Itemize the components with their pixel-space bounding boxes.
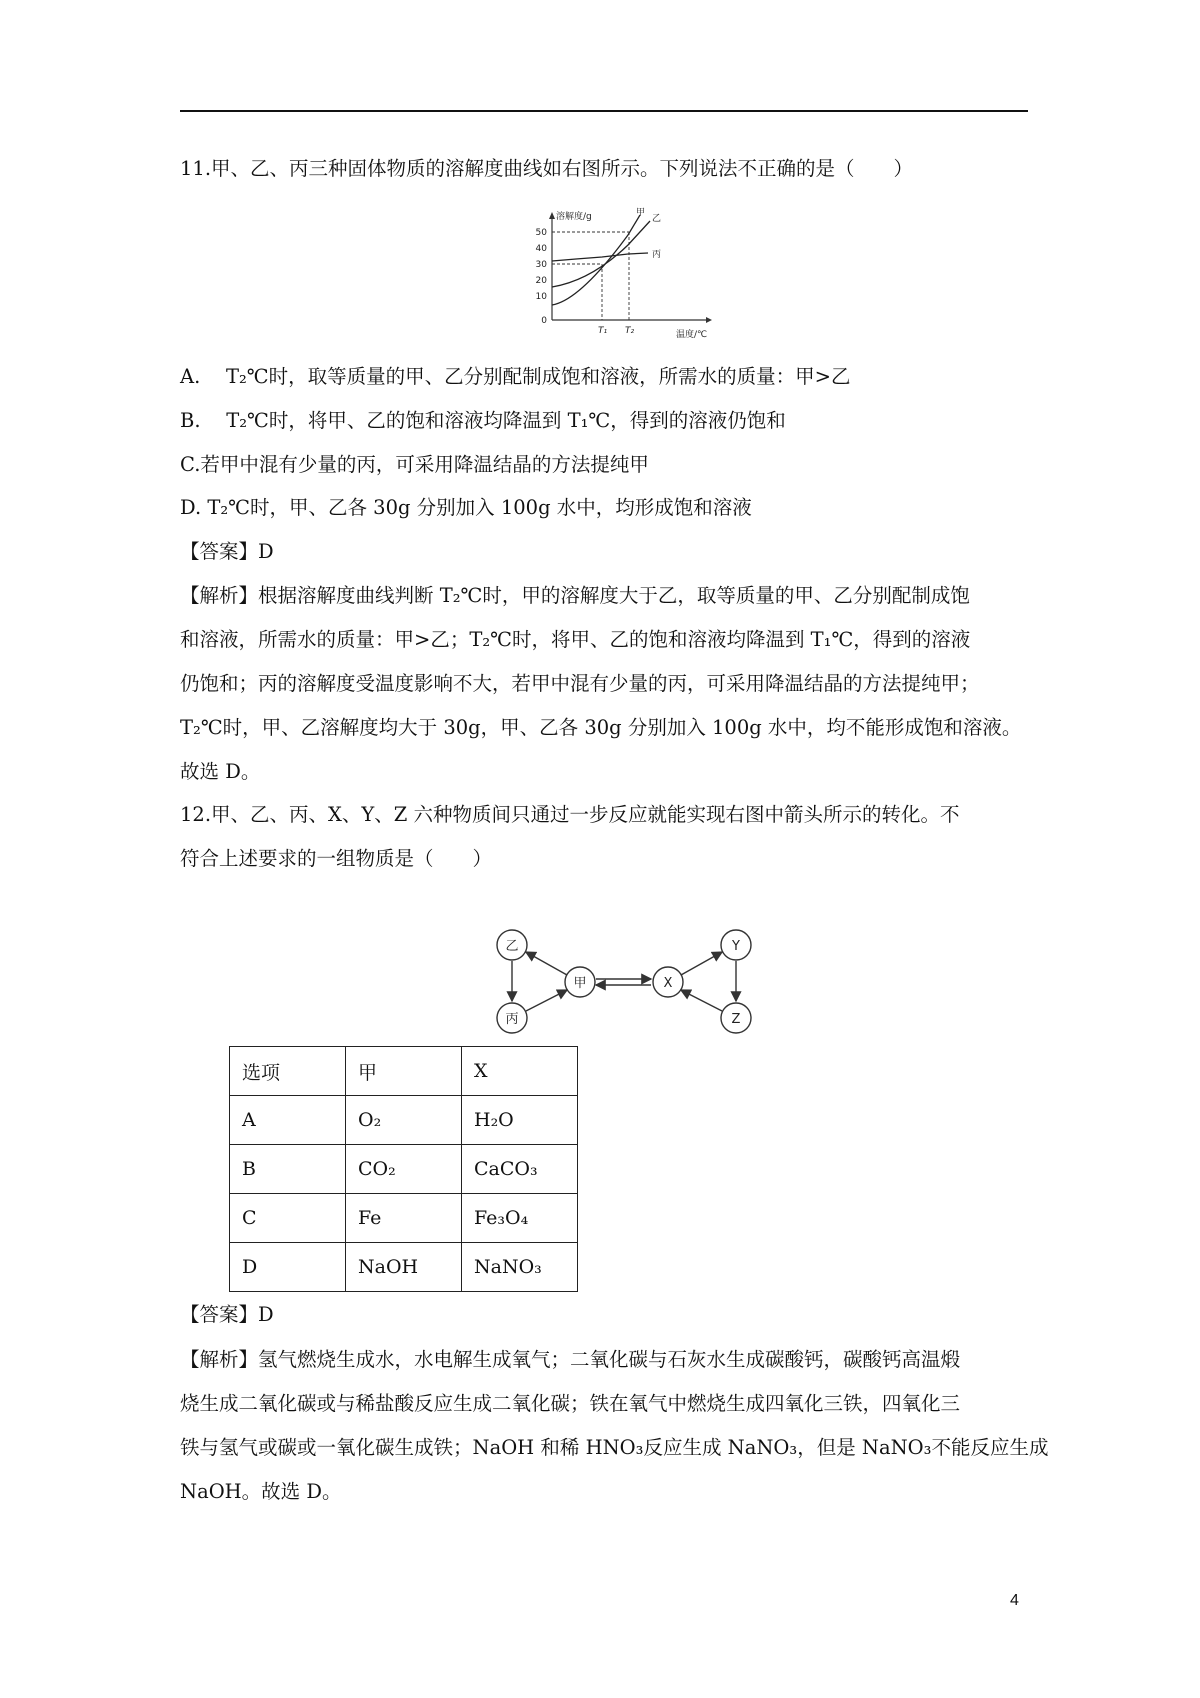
q12-stem-line: 12.甲、乙、丙、X、Y、Z 六种物质间只通过一步反应就能实现右图中箭头所示的转化。不 [180, 803, 960, 826]
q12-answer: 【答案】D [180, 1303, 274, 1326]
q11-analysis-line: 仍饱和；丙的溶解度受温度影响不大，若甲中混有少量的丙，可采用降温结晶的方法提纯甲； [180, 672, 980, 695]
arrow-jia-yi [526, 952, 567, 975]
table-header-cell: X [462, 1047, 578, 1096]
table-cell: B [230, 1145, 346, 1194]
solubility-chart [516, 205, 716, 340]
table-cell: Fe₃O₄ [462, 1194, 578, 1243]
node-x-label: X [663, 976, 673, 991]
q12-stem-line: 符合上述要求的一组物质是（ ） [180, 847, 493, 870]
arrow-x-y [681, 952, 722, 975]
table-cell: D [230, 1243, 346, 1292]
q11-stem: 11.甲、乙、丙三种固体物质的溶解度曲线如右图所示。下列说法不正确的是（ ） [180, 157, 914, 180]
y-tick: 10 [535, 292, 547, 302]
q12-analysis-line: 铁与氢气或碳或一氧化碳生成铁；NaOH 和稀 HNO₃反应生成 NaNO₃，但是 NaNO₃不能反应生成 [180, 1436, 1049, 1459]
q11-analysis-line: 和溶液，所需水的质量：甲>乙；T₂℃时，将甲、乙的饱和溶液均降温到 T₁℃，得到的溶液 [180, 628, 971, 651]
x-axis-title: 温度/℃ [676, 330, 708, 340]
y-tick: 30 [535, 260, 547, 270]
t2-label: T₂ [625, 326, 635, 336]
arrow-z-x [681, 990, 722, 1011]
table-header-cell: 甲 [346, 1047, 462, 1096]
table-row [230, 1145, 578, 1194]
table-cell: Fe [346, 1194, 462, 1243]
table-cell: NaNO₃ [462, 1243, 578, 1292]
curve-bing [552, 253, 648, 261]
options-table [229, 1046, 578, 1292]
q12-analysis-line: 烧生成二氧化碳或与稀盐酸反应生成二氧化碳；铁在氧气中燃烧生成四氧化三铁，四氧化三 [180, 1392, 961, 1415]
reaction-diagram [480, 925, 770, 1035]
table-row [230, 1096, 578, 1145]
t1-label: T₁ [598, 326, 608, 336]
node-jia-label: 甲 [573, 976, 587, 991]
y-axis-title: 溶解度/g [556, 212, 592, 222]
label-bing: 丙 [652, 250, 662, 260]
y-tick: 20 [535, 276, 547, 286]
q11-option-c: C.若甲中混有少量的丙，可采用降温结晶的方法提纯甲 [180, 453, 649, 476]
y-tick: 50 [535, 228, 547, 238]
header-rule [180, 110, 1028, 112]
q11-option-d: D. T₂℃时，甲、乙各 30g 分别加入 100g 水中，均形成饱和溶液 [180, 496, 752, 519]
table-cell: H₂O [462, 1096, 578, 1145]
table-row [230, 1243, 578, 1292]
table-row [230, 1194, 578, 1243]
x-axis-arrow-icon [706, 317, 712, 323]
q11-option-b: B. T₂℃时，将甲、乙的饱和溶液均降温到 T₁℃，得到的溶液仍饱和 [180, 409, 786, 432]
node-z-label: Z [731, 1012, 741, 1027]
table-cell: NaOH [346, 1243, 462, 1292]
node-y-label: Y [732, 939, 740, 954]
q11-analysis-line: 【解析】根据溶解度曲线判断 T₂℃时，甲的溶解度大于乙，取等质量的甲、乙分别配制成饱 [180, 584, 970, 607]
table-cell: A [230, 1096, 346, 1145]
q12-analysis-line: NaOH。故选 D。 [180, 1480, 342, 1503]
q11-answer: 【答案】D [180, 540, 274, 563]
table-header-cell: 选项 [230, 1047, 346, 1096]
table-cell: CaCO₃ [462, 1145, 578, 1194]
node-bing-label: 丙 [505, 1012, 519, 1027]
label-jia: 甲 [636, 208, 646, 218]
table-cell: C [230, 1194, 346, 1243]
y-axis-arrow-icon [549, 212, 555, 219]
table-cell: CO₂ [346, 1145, 462, 1194]
table-header-row [230, 1047, 578, 1096]
arrow-bing-jia [526, 990, 567, 1011]
page-number: 4 [1010, 1592, 1019, 1609]
table-cell: O₂ [346, 1096, 462, 1145]
q11-analysis-line: 故选 D。 [180, 760, 261, 783]
node-yi-label: 乙 [505, 939, 519, 954]
label-yi: 乙 [652, 214, 662, 224]
q11-analysis-line: T₂℃时，甲、乙溶解度均大于 30g，甲、乙各 30g 分别加入 100g 水中，均不能形成饱和溶液。 [180, 716, 1022, 739]
y-tick: 40 [535, 244, 547, 254]
y-tick: 0 [541, 316, 547, 326]
q12-analysis-line: 【解析】氢气燃烧生成水，水电解生成氧气；二氧化碳与石灰水生成碳酸钙，碳酸钙高温煅 [180, 1348, 961, 1371]
q11-option-a: A. T₂℃时，取等质量的甲、乙分别配制成饱和溶液，所需水的质量：甲>乙 [180, 365, 851, 388]
